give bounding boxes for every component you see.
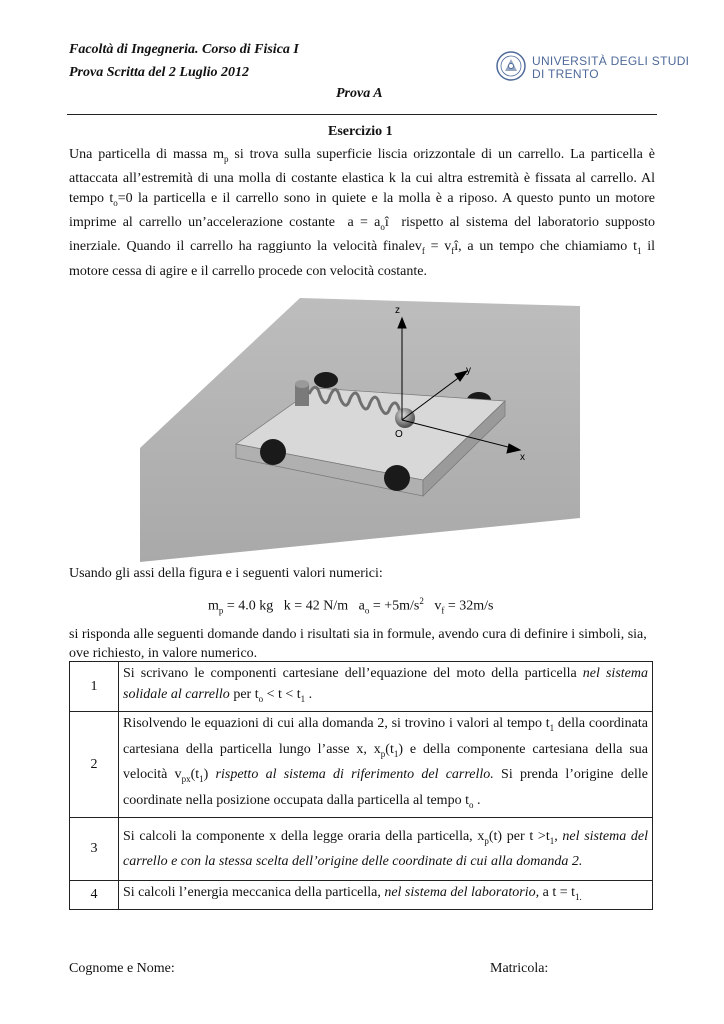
z-axis-label: z [395, 305, 400, 316]
cart-wheel-front-right [384, 465, 410, 491]
y-axis-label: y [466, 365, 471, 376]
instructions-text: si risponda alle seguenti domande dando i risultati sia in formule, avendo cura di definire i simboli, sia, ove richiesto, in valore numerico. [69, 627, 647, 661]
problem-statement: Una particella di massa $m_p$ si trova sulla superficie liscia orizzontale di un carrello. La particella è attaccata all’estremità di una molla di costante elastica k la cui altra estremità è fissata al carrello. Al tempo $t_o=0$ la particella e il carrello sono in quiete e la molla è a riposo. A questo punto un motore imprime al carrello un’accelerazione costante $a = a_oî$ rispetto al sistema del laboratorio supposto inerziale. Quando il carrello ha raggiunto la velocità finalev$_f$ = $v_fî$, a un tempo che chiamiamo $t_1$ il motore cessa di agire e il carrello procede con velocità costante. [69, 147, 656, 279]
cart-spring-figure [140, 298, 580, 563]
x-axis-label: x [520, 452, 525, 463]
questions-table [69, 661, 653, 910]
exam-date: Prova Scritta del 2 Luglio 2012 [69, 65, 250, 80]
university-logo [494, 50, 532, 87]
table-row [70, 662, 653, 712]
table-row [70, 711, 653, 817]
values-intro: Usando gli assi della figura e i seguenti valori numerici: [69, 566, 383, 581]
cart-wheel-back-left [314, 372, 338, 388]
course-title: Facoltà di Ingegneria. Corso di Fisica I [69, 42, 299, 57]
question-text: Si calcoli l’energia meccanica della particella, nel sistema del laboratorio, a $t = t_{1.}$ [119, 880, 653, 909]
university-name-line1: UNIVERSITÀ DEGLI STUDI [532, 54, 690, 68]
student-name-label: Cognome e Nome: [69, 961, 175, 976]
question-text: Si scrivano le componenti cartesiane dell’equazione del moto della particella nel sistema solidale al carrello per $t_o < t < t_1$ . [119, 662, 653, 712]
question-number: 3 [70, 817, 119, 880]
numeric-values: $m_p = 4.0$ kg k = 42 N/m $a_o = +5m/s^2$ $v_f = 32m/s$ [208, 596, 494, 616]
question-number: 2 [70, 711, 119, 817]
university-seal-icon [494, 50, 532, 82]
table-row [70, 880, 653, 909]
cart-wheel-front-left [260, 439, 286, 465]
question-text: Si calcoli la componente x della legge oraria della particella, $x_p(t)$ per $t >t_1$, nel sistema del carrello e con la stessa scelta dell’origine delle coordinate di cui alla domanda 2. [119, 817, 653, 880]
question-text: Risolvendo le equazioni di cui alla domanda 2, si trovino i valori al tempo $t_1$ della coordinata cartesiana della particella lungo l’asse x, $x_p(t_1)$ e della componente cartesiana della sua velocità $v_{px}(t_1)$ rispetto al sistema di riferimento del carrello. Si prenda l’origine delle coordinate nella posizione occupata dalla particella al tempo $t_o$ . [119, 711, 653, 817]
header-rule [67, 114, 657, 115]
spring-anchor-top [295, 380, 309, 388]
question-number: 4 [70, 880, 119, 909]
exam-version: Prova A [336, 86, 383, 101]
question-number: 1 [70, 662, 119, 712]
origin-label: O [395, 429, 403, 440]
university-name-line2: DI TRENTO [532, 67, 599, 81]
table-row [70, 817, 653, 880]
student-id-label: Matricola: [490, 961, 549, 976]
exercise-title: Esercizio 1 [328, 124, 393, 139]
